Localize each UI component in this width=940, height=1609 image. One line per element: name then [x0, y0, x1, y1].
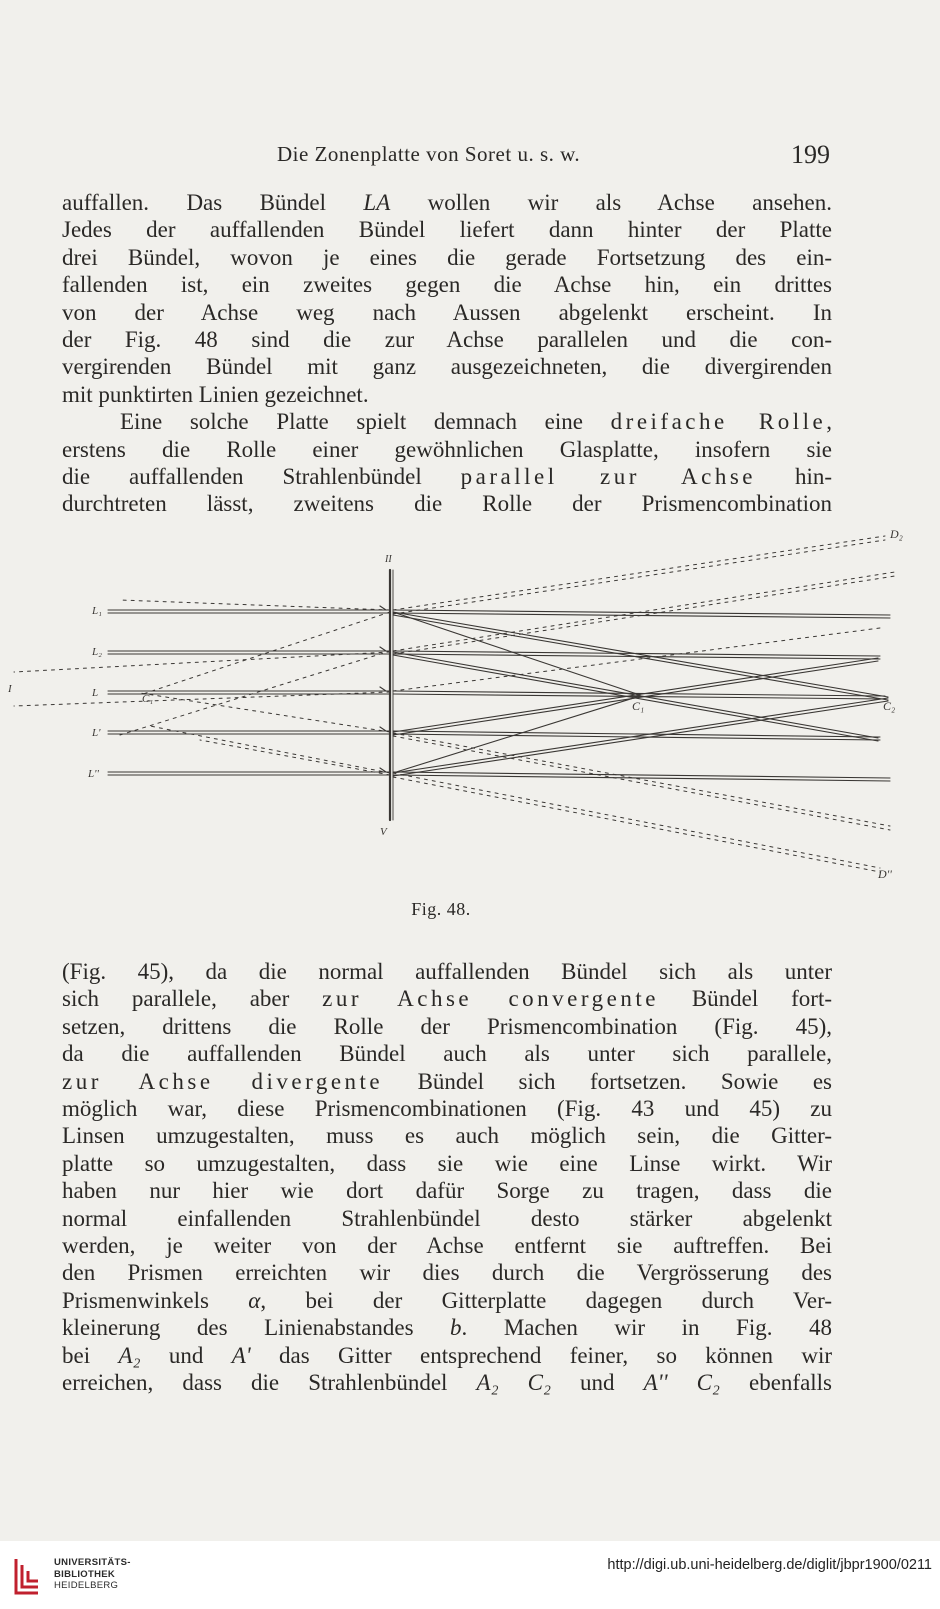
text-line: [62, 299, 832, 326]
label-bottom: V: [380, 826, 387, 838]
text-run: werden, je weiter von der Achse entfernt sie auftreffen. Bei: [62, 1233, 832, 1259]
text-run: (Fig. 45), da die normal auffallenden Bündel sich als unter: [62, 959, 832, 984]
text-line: [62, 1095, 832, 1122]
label-I: I: [8, 683, 12, 695]
text-run: bei: [62, 1342, 119, 1368]
text-line: [62, 1342, 832, 1369]
text-run: da die auffallenden Bündel auch als unter sich parallele,: [62, 1041, 832, 1067]
label-C1: C₁: [632, 699, 645, 713]
text-run: die auffallenden Strahlenbündel: [62, 464, 461, 490]
text-line: [62, 1205, 832, 1232]
text-line: [62, 985, 832, 1012]
text-run: das Gitter entsprechend feiner, so können wir: [250, 1342, 833, 1368]
text-line: [62, 1287, 832, 1314]
text-line: [62, 189, 832, 216]
text-line: [62, 1150, 832, 1177]
text-run: Prismenwinkels: [62, 1287, 249, 1313]
text-line: [62, 1369, 832, 1396]
text-line: [62, 1013, 832, 1040]
text-run: auffallen. Das Bündel: [62, 190, 364, 215]
text-line: [62, 490, 832, 517]
text-run: . Machen wir in Fig. 48: [461, 1315, 832, 1341]
page-number: 199: [791, 140, 830, 169]
text-line: [62, 1232, 832, 1259]
label-C1-left: C₁: [142, 693, 154, 705]
plate-points: [380, 606, 386, 772]
italic-symbol: b: [450, 1315, 462, 1341]
label-L1: L₁: [92, 605, 102, 617]
text-line: [62, 436, 832, 463]
text-run: erreichen, dass die Strahlenbündel: [62, 1370, 477, 1396]
text-line: [62, 958, 832, 985]
figure-caption: Fig. 48.: [411, 899, 471, 919]
label-D2: D₂: [890, 530, 903, 541]
text-run: der Fig. 48 sind die zur Achse parallelen und die con-: [62, 327, 832, 353]
text-run: ,: [826, 409, 832, 435]
spaced-emphasis: zur Achse divergente: [62, 1068, 384, 1094]
paragraph-2: [62, 408, 832, 518]
text-run: wollen wir als Achse ansehen.: [390, 190, 832, 215]
text-run: kleinerung des Linienabstandes: [62, 1315, 451, 1341]
spaced-emphasis: parallel zur Achse: [460, 464, 757, 490]
virtual-extensions: [14, 600, 390, 775]
text-line: [62, 353, 832, 380]
footer-bar: [0, 1541, 940, 1609]
source-url-link[interactable]: http://digi.ub.uni-heidelberg.de/diglit/jbpr1900/0211: [607, 1557, 932, 1573]
italic-symbol: A': [231, 1342, 251, 1368]
text-line: [62, 381, 832, 408]
label-C2: C₂: [883, 699, 896, 713]
text-run: den Prismen erreichten wir dies durch die Vergrösserung des: [62, 1260, 832, 1286]
text-run: Linsen umzugestalten, muss es auch möglich sein, die Gitter-: [62, 1123, 832, 1149]
running-title: Die Zonenplatte von Soret u. s. w.: [277, 142, 581, 166]
text-line: [62, 408, 832, 435]
text-run: , bei der Gitterplatte dagegen durch Ver-: [260, 1287, 832, 1313]
text-run: und: [550, 1370, 644, 1396]
label-top: II: [385, 554, 392, 565]
text-run: mit punktirten Linien gezeichnet.: [62, 381, 369, 407]
text-line: [62, 326, 832, 353]
text-run: setzen, drittens die Rolle der Prismencombination (Fig. 45),: [62, 1013, 832, 1039]
text-run: möglich war, diese Prismencombinationen (Fig. 43 und 45) zu: [62, 1096, 832, 1122]
library-logo-text: [54, 1557, 131, 1592]
text-line: [62, 1259, 832, 1286]
text-run: und: [140, 1342, 232, 1368]
text-line: [62, 1177, 832, 1204]
text-run: fallenden ist, ein zweites gegen die Achse hin, ein drittes: [62, 272, 832, 298]
text-line: [62, 1314, 832, 1341]
parallel-continuations: [393, 610, 890, 781]
text-line: [62, 216, 832, 243]
label-Lp: L': [92, 727, 101, 739]
text-run: Bündel fort-: [658, 986, 833, 1012]
paragraph-1: [62, 189, 832, 408]
text-run: haben nur hier wie dort dafür Sorge zu tragen, dass die: [62, 1178, 832, 1204]
logo-line-2: BIBLIOTHEK: [54, 1568, 116, 1580]
text-run: sich parallele, aber: [62, 986, 323, 1012]
text-run: hin-: [756, 464, 832, 490]
text-line: [62, 463, 832, 490]
italic-symbol: LA: [363, 190, 391, 215]
text-run: von der Achse weg nach Aussen abgelenkt erscheint. In: [62, 299, 832, 325]
text-line: [62, 271, 832, 298]
label-Dpp: D'': [878, 867, 892, 881]
text-line: [62, 1122, 832, 1149]
text-top: [62, 189, 832, 518]
text-line: [62, 1040, 832, 1067]
text-line: [62, 1068, 832, 1095]
text-run: platte so umzugestalten, dass sie wie eine Linse wirkt. Wir: [62, 1150, 832, 1176]
figure-48-diagram: [0, 530, 940, 930]
spaced-emphasis: dreifache Rolle: [610, 409, 827, 435]
text-line: [62, 244, 832, 271]
text-run: vergirenden Bündel mit ganz ausgezeichneten, die divergirenden: [62, 354, 832, 380]
label-L2: L₂: [92, 646, 102, 658]
label-L: L: [92, 687, 99, 699]
running-head: [62, 142, 832, 176]
text-run: Eine solche Platte spielt demnach eine: [120, 409, 611, 435]
spaced-emphasis: zur Achse convergente: [322, 986, 659, 1012]
paragraph-3: [62, 958, 832, 1397]
logo-line-3: HEIDELBERG: [54, 1580, 119, 1591]
text-run: durchtreten lässt, zweitens die Rolle der Prismencombination: [62, 491, 832, 517]
text-run: ebenfalls: [719, 1370, 833, 1396]
italic-symbol: α: [248, 1287, 261, 1313]
text-run: Jedes der auffallenden Bündel liefert dann hinter der Platte: [62, 217, 832, 243]
label-Lpp: L'': [88, 768, 99, 780]
text-run: erstens die Rolle einer gewöhnlichen Glasplatte, insofern sie: [62, 436, 832, 462]
text-run: normal einfallenden Strahlenbündel desto stärker abgelenkt: [62, 1205, 832, 1231]
text-run: drei Bündel, wovon je eines die gerade Fortsetzung des ein-: [62, 244, 832, 270]
italic-symbol: A'' C₂: [643, 1370, 720, 1396]
text-bottom: [62, 958, 832, 1397]
library-logo-icon: [10, 1553, 44, 1599]
text-run: Bündel sich fortsetzen. Sowie es: [383, 1068, 832, 1094]
italic-symbol: A₂: [118, 1342, 141, 1368]
italic-symbol: A₂ C₂: [476, 1370, 551, 1396]
logo-line-1: UNIVERSITÄTS-: [54, 1557, 131, 1568]
